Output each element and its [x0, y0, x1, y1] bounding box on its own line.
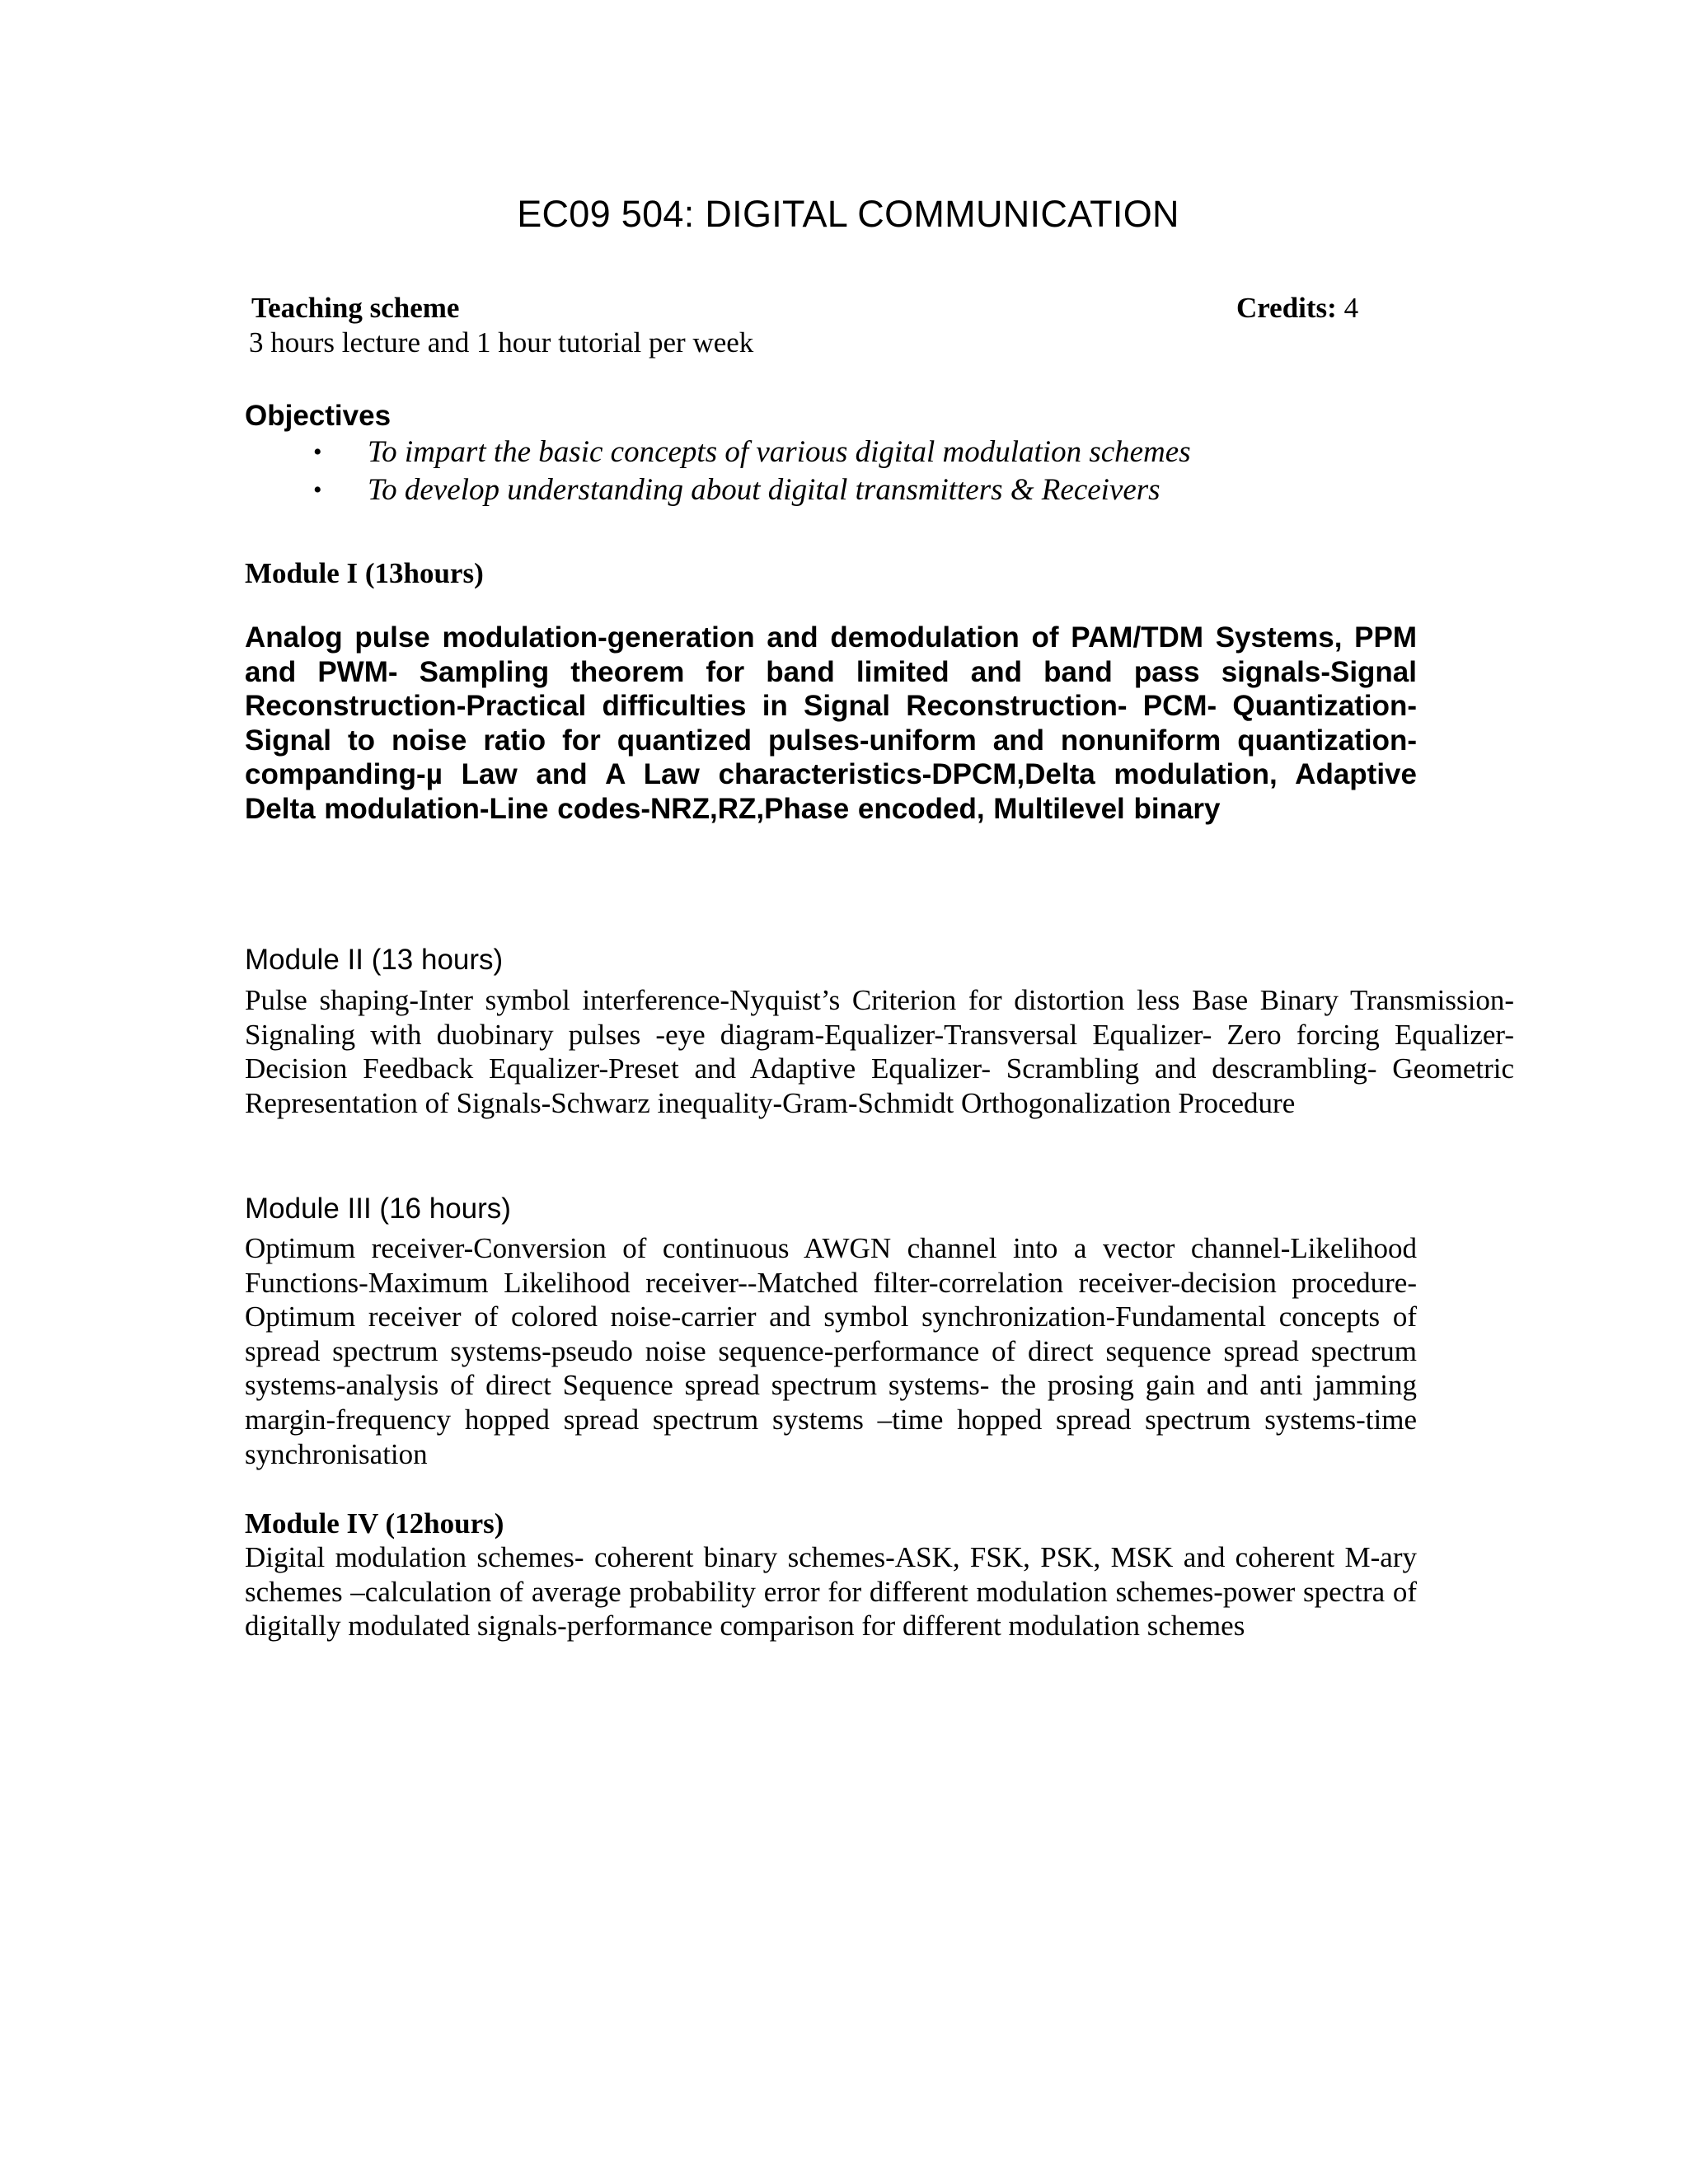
objective-item [313, 471, 1191, 509]
module-2-body: Pulse shaping-Inter symbol interference-Nyquist’s Criterion for distortion less Base Binary Transmission-Signaling with duobinary pulses -eye diagram-Equalizer-Transversal Equalizer- Zero forcing Equalizer-Decision Feedback Equalizer-Preset and Adaptive Equalizer- Scrambling and descrambling- Geometric Representation of Signals-Schwarz inequality-Gram-Schmidt Orthogonalization Procedure [245, 984, 1514, 1119]
module-2-heading: Module II (13 hours) [245, 944, 504, 976]
credits-label: Credits: [1236, 292, 1337, 324]
objective-item [313, 434, 1191, 471]
teaching-hours: 3 hours lecture and 1 hour tutorial per week [249, 326, 754, 359]
page-title: EC09 504: DIGITAL COMMUNICATION [517, 193, 1179, 235]
teaching-scheme-heading: Teaching scheme [251, 292, 460, 324]
bullet-icon: • [313, 476, 322, 504]
module-3-body: Optimum receiver-Conversion of continuous AWGN channel into a vector channel-Likelihood Functions-Maximum Likelihood receiver--Matched filter-correlation receiver-decision procedure- Optimum receiver of colored noise-carrier and symbol synchronization-Fundamental concepts of spread spectrum systems-pseudo noise sequence-performance of direct sequence spread spectrum systems-analysis of direct Sequence spread spectrum systems- the prosing gain and anti jamming margin-frequency hopped spread spectrum systems –time hopped spread spectrum systems-time synchronisation [245, 1232, 1417, 1470]
module-4-body: Digital modulation schemes- coherent binary schemes-ASK, FSK, PSK, MSK and coherent M-ary schemes –calculation of average probability error for different modulation schemes-power spectra of digitally modulated signals-performance comparison for different modulation schemes [245, 1541, 1417, 1643]
objectives-list [313, 434, 1191, 509]
objectives-heading: Objectives [245, 400, 392, 432]
module-4-heading: Module IV (12hours) [245, 1507, 504, 1540]
bullet-icon: • [313, 438, 322, 466]
credits [1236, 290, 1358, 326]
module-1-heading: Module I (13hours) [245, 557, 484, 589]
module-1-body: Analog pulse modulation-generation and demodulation of PAM/TDM Systems, PPM and PWM- Sampling theorem for band limited and band pass signals-Signal Reconstruction-Practical difficulties in Signal Reconstruction- PCM- Quantization-Signal to noise ratio for quantized pulses-uniform and nonuniform quantization-companding-µ Law and A Law characteristics-DPCM,Delta modulation, Adaptive Delta modulation-Line codes-NRZ,RZ,Phase encoded, Multilevel binary [245, 621, 1417, 825]
credits-value: 4 [1336, 292, 1359, 324]
module-3-heading: Module III (16 hours) [245, 1193, 511, 1225]
objective-text: To develop understanding about digital transmitters & Receivers [368, 473, 1160, 507]
objective-text: To impart the basic concepts of various digital modulation schemes [368, 435, 1191, 469]
